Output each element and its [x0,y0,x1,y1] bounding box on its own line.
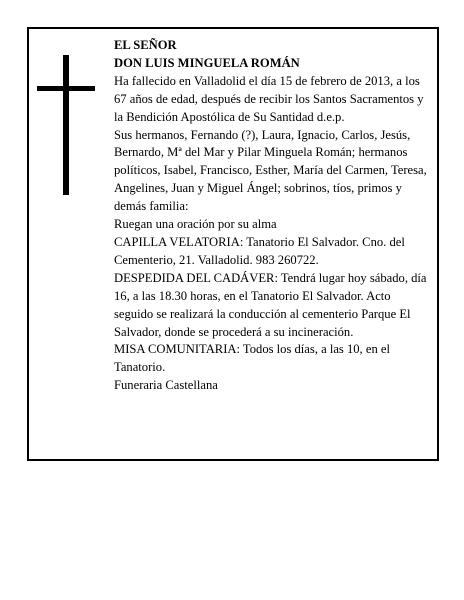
chapel-paragraph: CAPILLA VELATORIA: Tanatorio El Salvador. Cno. del Cementerio, 21. Valladolid. 983 260722. [114,234,405,267]
mass-paragraph: MISA COMUNITARIA: Todos los días, a las 10, en el Tanatorio. [114,342,390,375]
death-paragraph: Ha fallecido en Valladolid el día 15 de febrero de 2013, a los 67 años de edad, después de recibir los Santos Sacramentos y la Bendición Apostólica de Su Santidad d.e.p. [114,73,424,124]
deceased-name: DON LUIS MINGUELA ROMÁN [114,55,300,70]
title-line-1: EL SEÑOR [114,38,177,52]
farewell-paragraph: DESPEDIDA DEL CADÁVER: Tendrá lugar hoy sábado, día 16, a las 18.30 horas, en el Tanatorio El Salvador. Acto seguido se realizará la conducción al cementerio Parque El Salvador, donde se procederá a su incineración. [114,270,427,339]
cross-horizontal-bar [37,86,95,91]
prayer-line: Ruegan una oración por su alma [114,217,277,232]
family-paragraph: Sus hermanos, Fernando (?), Laura, Ignacio, Carlos, Jesús, Bernardo, Mª del Mar y Pilar Minguela Román; hermanos políticos, Isabel, Francisco, Esther, María del Carmen, Teresa, Angelines, Juan y Miguel Ángel; sobrinos, tíos, primos y demás familia: [114,127,427,214]
obituary-text [114,37,429,395]
cross-vertical-bar [63,55,69,195]
funeral-home: Funeraria Castellana [114,378,218,393]
